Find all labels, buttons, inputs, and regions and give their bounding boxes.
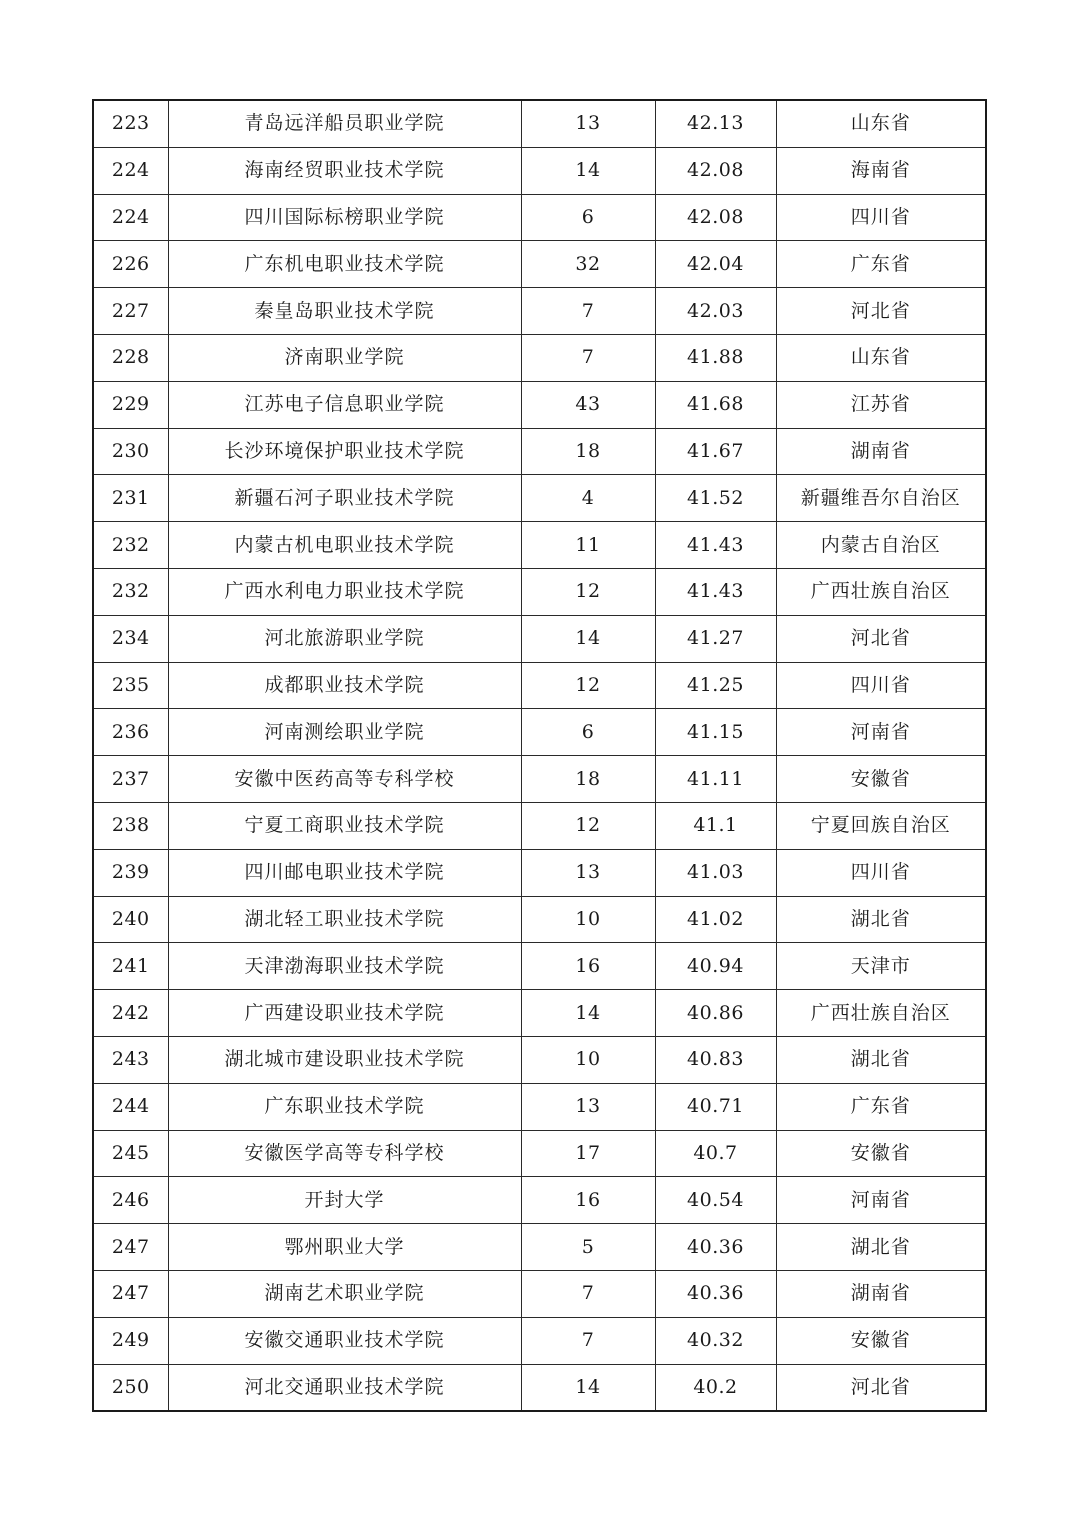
school-name-cell: 广西建设职业技术学院 (168, 990, 521, 1037)
province-cell: 广西壮族自治区 (776, 990, 986, 1037)
score-cell: 40.7 (655, 1130, 776, 1177)
province-cell: 山东省 (776, 334, 986, 381)
school-name-cell: 安徽医学高等专科学校 (168, 1130, 521, 1177)
table-row (93, 943, 986, 990)
rank-cell: 249 (93, 1317, 168, 1364)
table-row (93, 709, 986, 756)
school-name-cell: 秦皇岛职业技术学院 (168, 288, 521, 335)
school-name-cell: 成都职业技术学院 (168, 662, 521, 709)
count-cell: 12 (521, 802, 655, 849)
rank-cell: 241 (93, 943, 168, 990)
rank-cell: 232 (93, 522, 168, 569)
count-cell: 16 (521, 943, 655, 990)
province-cell: 新疆维吾尔自治区 (776, 475, 986, 522)
province-cell: 河北省 (776, 1364, 986, 1411)
school-name-cell: 济南职业学院 (168, 334, 521, 381)
table-row (93, 1364, 986, 1411)
count-cell: 7 (521, 334, 655, 381)
rank-cell: 224 (93, 147, 168, 194)
score-cell: 40.71 (655, 1083, 776, 1130)
count-cell: 7 (521, 1317, 655, 1364)
score-cell: 41.02 (655, 896, 776, 943)
count-cell: 11 (521, 522, 655, 569)
province-cell: 宁夏回族自治区 (776, 802, 986, 849)
rank-cell: 227 (93, 288, 168, 335)
rank-cell: 243 (93, 1036, 168, 1083)
rank-cell: 229 (93, 381, 168, 428)
score-cell: 41.43 (655, 568, 776, 615)
score-cell: 41.52 (655, 475, 776, 522)
count-cell: 6 (521, 194, 655, 241)
count-cell: 18 (521, 756, 655, 803)
table-row (93, 1130, 986, 1177)
table-row (93, 334, 986, 381)
score-cell: 40.86 (655, 990, 776, 1037)
table-row (93, 849, 986, 896)
province-cell: 安徽省 (776, 756, 986, 803)
table-row (93, 1083, 986, 1130)
ranking-table-body (93, 100, 986, 1411)
count-cell: 6 (521, 709, 655, 756)
rank-cell: 246 (93, 1177, 168, 1224)
table-row (93, 1036, 986, 1083)
count-cell: 13 (521, 849, 655, 896)
score-cell: 41.03 (655, 849, 776, 896)
school-name-cell: 海南经贸职业技术学院 (168, 147, 521, 194)
province-cell: 内蒙古自治区 (776, 522, 986, 569)
count-cell: 7 (521, 288, 655, 335)
table-row (93, 1270, 986, 1317)
province-cell: 河北省 (776, 288, 986, 335)
count-cell: 14 (521, 990, 655, 1037)
rank-cell: 237 (93, 756, 168, 803)
rank-cell: 226 (93, 241, 168, 288)
rank-cell: 238 (93, 802, 168, 849)
province-cell: 江苏省 (776, 381, 986, 428)
province-cell: 湖北省 (776, 1224, 986, 1271)
school-name-cell: 安徽交通职业技术学院 (168, 1317, 521, 1364)
province-cell: 广西壮族自治区 (776, 568, 986, 615)
school-name-cell: 湖南艺术职业学院 (168, 1270, 521, 1317)
province-cell: 安徽省 (776, 1317, 986, 1364)
school-name-cell: 广西水利电力职业技术学院 (168, 568, 521, 615)
count-cell: 14 (521, 147, 655, 194)
province-cell: 安徽省 (776, 1130, 986, 1177)
province-cell: 四川省 (776, 849, 986, 896)
rank-cell: 240 (93, 896, 168, 943)
rank-cell: 232 (93, 568, 168, 615)
school-name-cell: 内蒙古机电职业技术学院 (168, 522, 521, 569)
rank-cell: 247 (93, 1270, 168, 1317)
ranking-table (92, 99, 987, 1412)
school-name-cell: 广东机电职业技术学院 (168, 241, 521, 288)
table-row (93, 568, 986, 615)
count-cell: 17 (521, 1130, 655, 1177)
score-cell: 42.03 (655, 288, 776, 335)
rank-cell: 235 (93, 662, 168, 709)
count-cell: 32 (521, 241, 655, 288)
province-cell: 广东省 (776, 1083, 986, 1130)
count-cell: 10 (521, 1036, 655, 1083)
count-cell: 13 (521, 100, 655, 147)
table-row (93, 288, 986, 335)
count-cell: 5 (521, 1224, 655, 1271)
count-cell: 7 (521, 1270, 655, 1317)
score-cell: 42.08 (655, 194, 776, 241)
school-name-cell: 四川邮电职业技术学院 (168, 849, 521, 896)
score-cell: 41.43 (655, 522, 776, 569)
rank-cell: 247 (93, 1224, 168, 1271)
score-cell: 40.36 (655, 1270, 776, 1317)
score-cell: 42.04 (655, 241, 776, 288)
table-row (93, 241, 986, 288)
score-cell: 42.08 (655, 147, 776, 194)
rank-cell: 231 (93, 475, 168, 522)
table-row (93, 756, 986, 803)
table-row (93, 990, 986, 1037)
school-name-cell: 天津渤海职业技术学院 (168, 943, 521, 990)
score-cell: 41.68 (655, 381, 776, 428)
school-name-cell: 河北交通职业技术学院 (168, 1364, 521, 1411)
score-cell: 41.27 (655, 615, 776, 662)
score-cell: 41.11 (655, 756, 776, 803)
score-cell: 40.36 (655, 1224, 776, 1271)
table-row (93, 802, 986, 849)
count-cell: 14 (521, 1364, 655, 1411)
school-name-cell: 湖北城市建设职业技术学院 (168, 1036, 521, 1083)
count-cell: 13 (521, 1083, 655, 1130)
province-cell: 天津市 (776, 943, 986, 990)
school-name-cell: 青岛远洋船员职业学院 (168, 100, 521, 147)
school-name-cell: 湖北轻工职业技术学院 (168, 896, 521, 943)
count-cell: 10 (521, 896, 655, 943)
table-row (93, 194, 986, 241)
score-cell: 40.54 (655, 1177, 776, 1224)
rank-cell: 228 (93, 334, 168, 381)
province-cell: 海南省 (776, 147, 986, 194)
rank-cell: 224 (93, 194, 168, 241)
score-cell: 40.83 (655, 1036, 776, 1083)
school-name-cell: 宁夏工商职业技术学院 (168, 802, 521, 849)
school-name-cell: 河北旅游职业学院 (168, 615, 521, 662)
rank-cell: 242 (93, 990, 168, 1037)
province-cell: 湖北省 (776, 896, 986, 943)
province-cell: 湖南省 (776, 428, 986, 475)
rank-cell: 250 (93, 1364, 168, 1411)
province-cell: 四川省 (776, 194, 986, 241)
province-cell: 四川省 (776, 662, 986, 709)
score-cell: 41.15 (655, 709, 776, 756)
rank-cell: 223 (93, 100, 168, 147)
count-cell: 16 (521, 1177, 655, 1224)
rank-cell: 245 (93, 1130, 168, 1177)
score-cell: 41.88 (655, 334, 776, 381)
province-cell: 广东省 (776, 241, 986, 288)
school-name-cell: 河南测绘职业学院 (168, 709, 521, 756)
province-cell: 河南省 (776, 709, 986, 756)
school-name-cell: 长沙环境保护职业技术学院 (168, 428, 521, 475)
province-cell: 河北省 (776, 615, 986, 662)
score-cell: 42.13 (655, 100, 776, 147)
count-cell: 12 (521, 662, 655, 709)
rank-cell: 239 (93, 849, 168, 896)
table-row (93, 381, 986, 428)
table-row (93, 428, 986, 475)
table-row (93, 1177, 986, 1224)
table-row (93, 100, 986, 147)
table-row (93, 896, 986, 943)
table-row (93, 522, 986, 569)
score-cell: 40.94 (655, 943, 776, 990)
table-row (93, 1317, 986, 1364)
province-cell: 湖北省 (776, 1036, 986, 1083)
rank-cell: 236 (93, 709, 168, 756)
table-row (93, 147, 986, 194)
school-name-cell: 安徽中医药高等专科学校 (168, 756, 521, 803)
province-cell: 湖南省 (776, 1270, 986, 1317)
school-name-cell: 鄂州职业大学 (168, 1224, 521, 1271)
table-row (93, 615, 986, 662)
score-cell: 41.67 (655, 428, 776, 475)
school-name-cell: 广东职业技术学院 (168, 1083, 521, 1130)
school-name-cell: 开封大学 (168, 1177, 521, 1224)
table-row (93, 475, 986, 522)
score-cell: 40.32 (655, 1317, 776, 1364)
count-cell: 43 (521, 381, 655, 428)
school-name-cell: 新疆石河子职业技术学院 (168, 475, 521, 522)
rank-cell: 244 (93, 1083, 168, 1130)
score-cell: 40.2 (655, 1364, 776, 1411)
table-row (93, 1224, 986, 1271)
score-cell: 41.1 (655, 802, 776, 849)
rank-cell: 234 (93, 615, 168, 662)
table-row (93, 662, 986, 709)
count-cell: 4 (521, 475, 655, 522)
province-cell: 山东省 (776, 100, 986, 147)
score-cell: 41.25 (655, 662, 776, 709)
rank-cell: 230 (93, 428, 168, 475)
province-cell: 河南省 (776, 1177, 986, 1224)
count-cell: 18 (521, 428, 655, 475)
count-cell: 12 (521, 568, 655, 615)
count-cell: 14 (521, 615, 655, 662)
school-name-cell: 江苏电子信息职业学院 (168, 381, 521, 428)
school-name-cell: 四川国际标榜职业学院 (168, 194, 521, 241)
